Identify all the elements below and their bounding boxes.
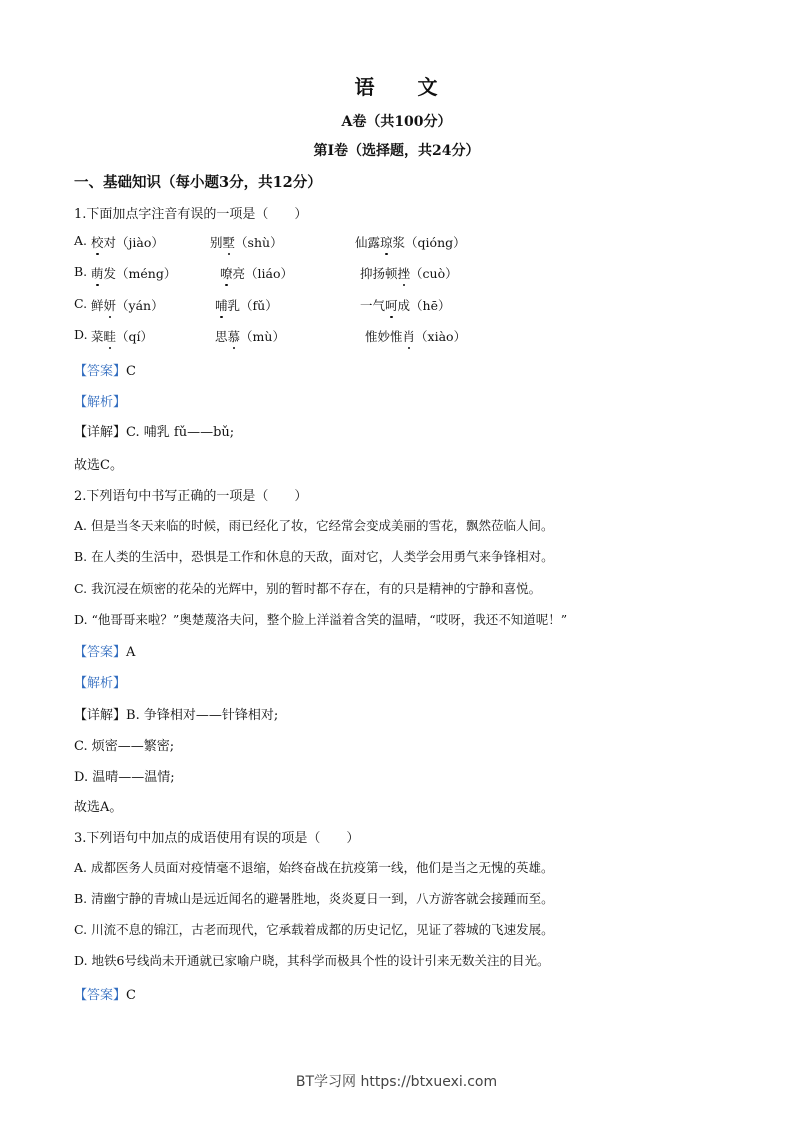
footer-watermark: BT学习网 https://btxuexi.com [295, 1074, 498, 1090]
q2-option-d: D. “他哥哥来啦？”奥楚蔑洛夫问，整个脸上洋溢着含笑的温晴，“哎呀，我还不知道呢！” [74, 612, 568, 627]
q2-detail-1: 【详解】B. 争锋相对——针锋相对; [74, 708, 279, 723]
q3-option-a: A. 成都医务人员面对疫情毫不退缩，始终奋战在抗疫第一线，他们是当之无愧的英雄。 [74, 860, 554, 875]
q1-option-d-item-3: 惟妙惟肖（xiào） [365, 329, 467, 344]
q1-option-b-item-3: 抑扬顿挫（cuò） [360, 266, 458, 281]
q1-option-c-item-1: 鲜妍（yán） [91, 298, 164, 313]
q1-conclusion: 故选C。 [74, 458, 123, 473]
paper-section-1: 第I卷（选择题，共24分） [313, 143, 480, 159]
q2-option-c: C. 我沉浸在烦密的花朵的光辉中，别的暂时都不存在，有的只是精神的宁静和喜悦。 [74, 581, 542, 596]
q2-conclusion: 故选A。 [74, 800, 123, 815]
q2-detail-2: C. 烦密——繁密; [74, 739, 175, 754]
q3-option-c: C. 川流不息的锦江，古老而现代，它承载着成都的历史记忆，见证了蓉城的飞速发展。 [74, 922, 554, 937]
q1-option-c-item-2: 哺乳（fǔ） [215, 298, 278, 313]
question-3-stem: 3.下列语句中加点的成语使用有误的项是（ ） [74, 831, 360, 846]
q3-option-d: D. 地铁6号线尚未开通就已家喻户晓，其科学而极具个性的设计引来无数关注的目光。 [74, 953, 550, 968]
q1-option-a-label: A. [74, 233, 88, 248]
q1-option-b-label: B. [74, 264, 88, 279]
q1-analysis-tag: 【解析】 [74, 395, 127, 410]
q1-option-a-item-2: 别墅（shù） [210, 235, 283, 250]
q2-detail-3: D. 温晴——温情; [74, 770, 175, 785]
q1-option-c-label: C. [74, 296, 88, 311]
q1-answer: 【答案】C [74, 364, 136, 379]
q1-option-b-item-1: 萌发（méng） [91, 266, 177, 281]
q2-answer: 【答案】A [74, 645, 136, 660]
q1-option-b-item-2: 嘹亮（liáo） [220, 266, 294, 281]
q2-analysis-tag: 【解析】 [74, 676, 127, 691]
section-heading: 一、基础知识（每小题3分，共12分） [74, 174, 322, 191]
page-title: 语 文 [354, 75, 439, 99]
q2-option-b: B. 在人类的生活中，恐惧是工作和休息的天敌，面对它，人类学会用勇气来争锋相对。 [74, 549, 554, 564]
q3-option-b: B. 清幽宁静的青城山是远近闻名的避暑胜地，炎炎夏日一到，八方游客就会接踵而至。 [74, 891, 554, 906]
q1-option-a-item-1: 校对（jiào） [91, 235, 164, 250]
paper-part-a: A卷（共100分） [341, 114, 452, 130]
q1-detail: 【详解】C. 哺乳 fǔ——bǔ; [74, 425, 235, 440]
q1-option-c-item-3: 一气呵成（hē） [360, 298, 451, 313]
q3-answer: 【答案】C [74, 988, 136, 1003]
question-2-stem: 2.下列语句中书写正确的一项是（ ） [74, 489, 308, 504]
q1-option-d-item-2: 思慕（mù） [215, 329, 285, 344]
q1-option-a-item-3: 仙露琼浆（qióng） [355, 235, 466, 250]
q2-option-a: A. 但是当冬天来临的时候，雨已经化了妆，它经常会变成美丽的雪花，飘然莅临人间。 [74, 518, 554, 533]
q1-option-d-label: D. [74, 327, 88, 342]
question-1-stem: 1.下面加点字注音有误的一项是（ ） [74, 207, 308, 222]
q1-option-d-item-1: 菜畦（qí） [91, 329, 154, 344]
